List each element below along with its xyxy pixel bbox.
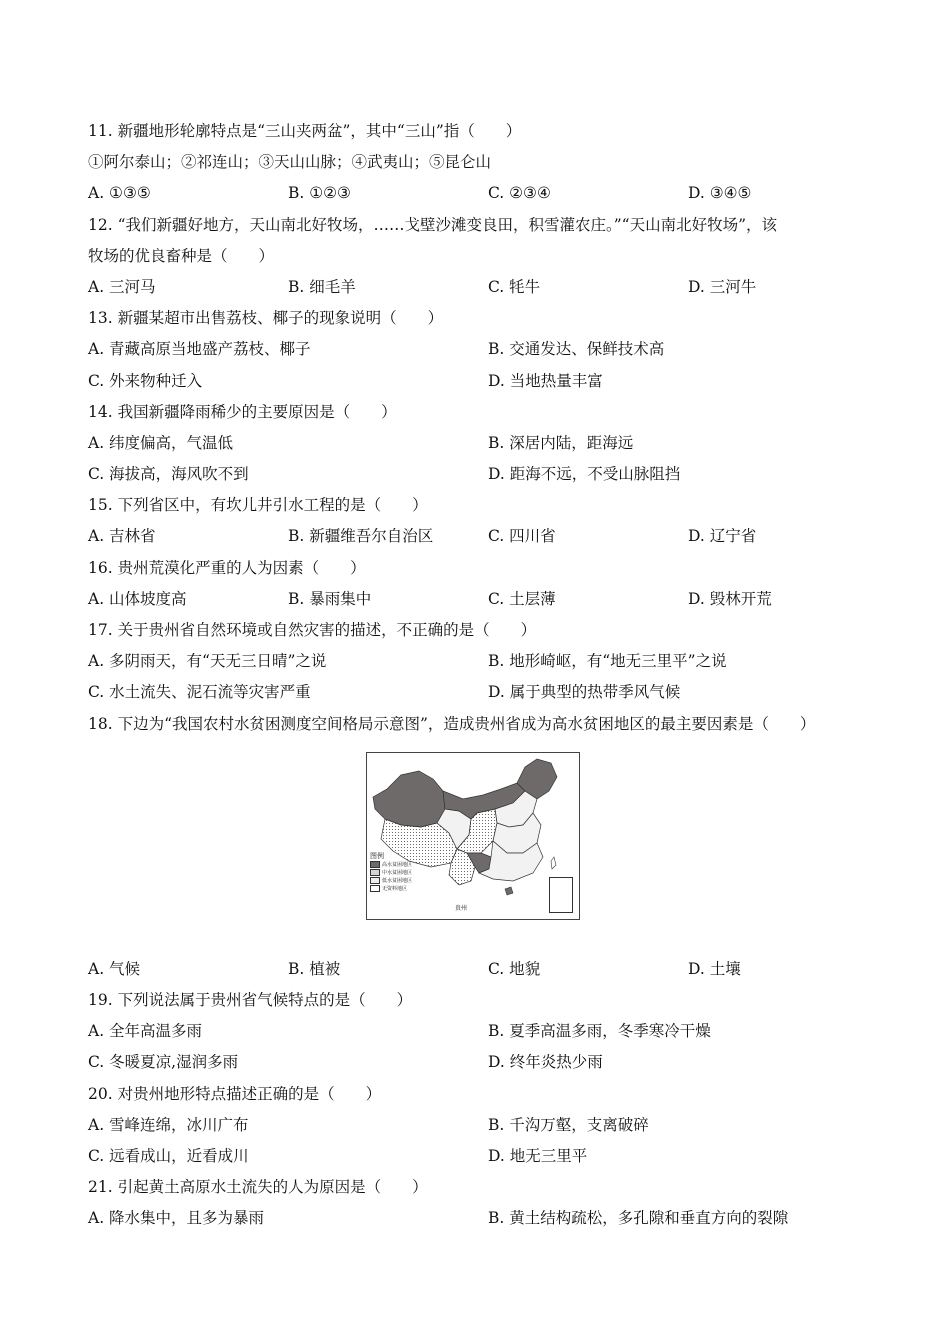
option-choice: D. 辽宁省: [688, 527, 757, 546]
legend-item: [370, 877, 412, 884]
question-stem: ①阿尔泰山；②祁连山；③天山山脉；④武夷山；⑤昆仑山: [88, 153, 492, 172]
option-choice: C. 牦牛: [488, 277, 541, 296]
options-row: [88, 1110, 888, 1141]
options-row: [88, 1047, 888, 1078]
option-choice: B. 深居内陆，距海远: [488, 433, 634, 452]
option-choice: B. 植被: [288, 959, 341, 978]
option-choice: D. 土壤: [688, 959, 741, 978]
option-choice: D. 三河牛: [688, 277, 757, 296]
option-choice: C. 海拔高，海风吹不到: [88, 465, 249, 484]
question-block: [88, 210, 888, 304]
options-row: [88, 178, 888, 209]
option-choice: B. ①②③: [288, 184, 351, 203]
south-china-sea-inset: [549, 877, 573, 913]
options-row: [88, 334, 888, 365]
question-block: [88, 615, 888, 709]
legend-label: 无资料地区: [382, 885, 408, 892]
option-choice: B. 地形崎岖，有“地无三里平”之说: [488, 652, 727, 671]
question-stem: 20. 对贵州地形特点描述正确的是（ ）: [88, 1084, 382, 1103]
legend-item: [370, 869, 412, 876]
option-choice: C. 外来物种迁入: [88, 371, 203, 390]
option-choice: A. 全年高温多雨: [88, 1022, 203, 1041]
question-stem: 21. 引起黄土高原水土流失的人为原因是（ ）: [88, 1178, 428, 1197]
option-choice: D. 毁林开荒: [688, 589, 772, 608]
option-choice: B. 暴雨集中: [288, 589, 372, 608]
question-stem: 17. 关于贵州省自然环境或自然灾害的描述，不正确的是（ ）: [88, 621, 537, 639]
option-choice: C. 四川省: [488, 527, 556, 546]
question-stem: 16. 贵州荒漠化严重的人为因素（ ）: [88, 558, 366, 577]
legend-label: 高水贫困地区: [382, 861, 413, 868]
option-choice: A. 雪峰连绵，冰川广布: [88, 1115, 249, 1134]
options-row: [88, 366, 888, 397]
options-row: [88, 954, 888, 985]
options-row: [88, 272, 888, 303]
legend-item: [370, 861, 412, 868]
options-row: [88, 677, 888, 708]
option-choice: D. 属于典型的热带季风气候: [488, 683, 681, 702]
option-choice: D. 距海不远，不受山脉阻挡: [488, 465, 681, 484]
question-block: [88, 553, 888, 615]
china-water-poverty-map: [366, 752, 580, 920]
option-choice: B. 新疆维吾尔自治区: [288, 527, 434, 546]
options-row: [88, 1016, 888, 1047]
options-row: [88, 521, 888, 552]
legend-swatch-mid: [370, 869, 380, 876]
option-choice: C. 土层薄: [488, 589, 556, 608]
option-choice: A. 降水集中，且多为暴雨: [88, 1209, 265, 1228]
question-block: [88, 490, 888, 552]
option-choice: C. 冬暖夏凉,湿润多雨: [88, 1053, 239, 1072]
question-stem: 11. 新疆地形轮廓特点是“三山夹两盆”，其中“三山”指（ ）: [88, 122, 522, 140]
question-stem: 19. 下列说法属于贵州省气候特点的是（ ）: [88, 990, 413, 1009]
option-choice: A. ①③⑤: [88, 184, 151, 203]
option-choice: D. 地无三里平: [488, 1146, 588, 1165]
option-choice: B. 交通发达、保鲜技术高: [488, 340, 665, 359]
options-row: [88, 428, 888, 459]
option-choice: A. 气候: [88, 959, 141, 978]
option-choice: C. 水土流失、泥石流等灾害严重: [88, 683, 311, 702]
guizhou-label: 贵州: [455, 904, 468, 912]
question-block: [88, 303, 888, 397]
option-choice: B. 夏季高温多雨，冬季寒冷干燥: [488, 1022, 711, 1041]
legend-label: 中水贫困地区: [382, 869, 413, 876]
question-block: [88, 1172, 888, 1234]
question-stem: 15. 下列省区中，有坎儿井引水工程的是（ ）: [88, 496, 428, 515]
china-map-icon: [367, 753, 579, 919]
question-block: [88, 1079, 888, 1173]
legend-label: 低水贫困地区: [382, 877, 413, 884]
options-row: [88, 1203, 888, 1234]
option-choice: A. 多阴雨天，有“天无三日晴”之说: [88, 652, 327, 671]
option-choice: A. 吉林省: [88, 527, 156, 546]
option-choice: C. 地貌: [488, 959, 541, 978]
question-block: [88, 397, 888, 491]
option-choice: B. 细毛羊: [288, 277, 356, 296]
option-choice: A. 青藏高原当地盛产荔枝、椰子: [88, 340, 311, 359]
option-choice: D. 当地热量丰富: [488, 371, 603, 390]
question-stem: 18. 下边为“我国农村水贫困测度空间格局示意图”，造成贵州省成为高水贫困地区的最主要因素是（ ）: [88, 714, 816, 733]
legend-swatch-low: [370, 877, 380, 884]
question-stem: 13. 新疆某超市出售荔枝、椰子的现象说明（ ）: [88, 309, 444, 328]
question-block: [88, 985, 888, 1079]
option-choice: A. 纬度偏高，气温低: [88, 433, 234, 452]
legend-swatch-none: [370, 885, 380, 892]
options-row: [88, 1141, 888, 1172]
legend-swatch-high: [370, 861, 380, 868]
options-row: [88, 584, 888, 615]
question-block: [88, 116, 888, 210]
option-choice: B. 千沟万壑，支离破碎: [488, 1115, 649, 1134]
exam-page: [88, 116, 888, 1234]
legend-item: [370, 885, 407, 892]
options-row: [88, 459, 888, 490]
option-choice: B. 黄土结构疏松，多孔隙和垂直方向的裂隙: [488, 1209, 789, 1228]
option-choice: D. ③④⑤: [688, 184, 752, 203]
legend-title: 图例: [370, 851, 384, 860]
option-choice: C. ②③④: [488, 184, 551, 203]
question-stem: 牧场的优良畜种是（ ）: [88, 246, 275, 265]
option-choice: C. 远看成山，近看成川: [88, 1146, 249, 1165]
question-stem: 14. 我国新疆降雨稀少的主要原因是（ ）: [88, 402, 397, 421]
option-choice: D. 终年炎热少雨: [488, 1053, 603, 1072]
question-block: [88, 709, 888, 985]
options-row: [88, 646, 888, 677]
option-choice: A. 山体坡度高: [88, 589, 187, 608]
water-poverty-map-figure: [88, 740, 888, 954]
option-choice: A. 三河马: [88, 277, 156, 296]
question-stem: 12. “我们新疆好地方，天山南北好牧场，……戈壁沙滩变良田，积雪灌农庄。”“天山南北好牧场”，该: [88, 215, 778, 234]
